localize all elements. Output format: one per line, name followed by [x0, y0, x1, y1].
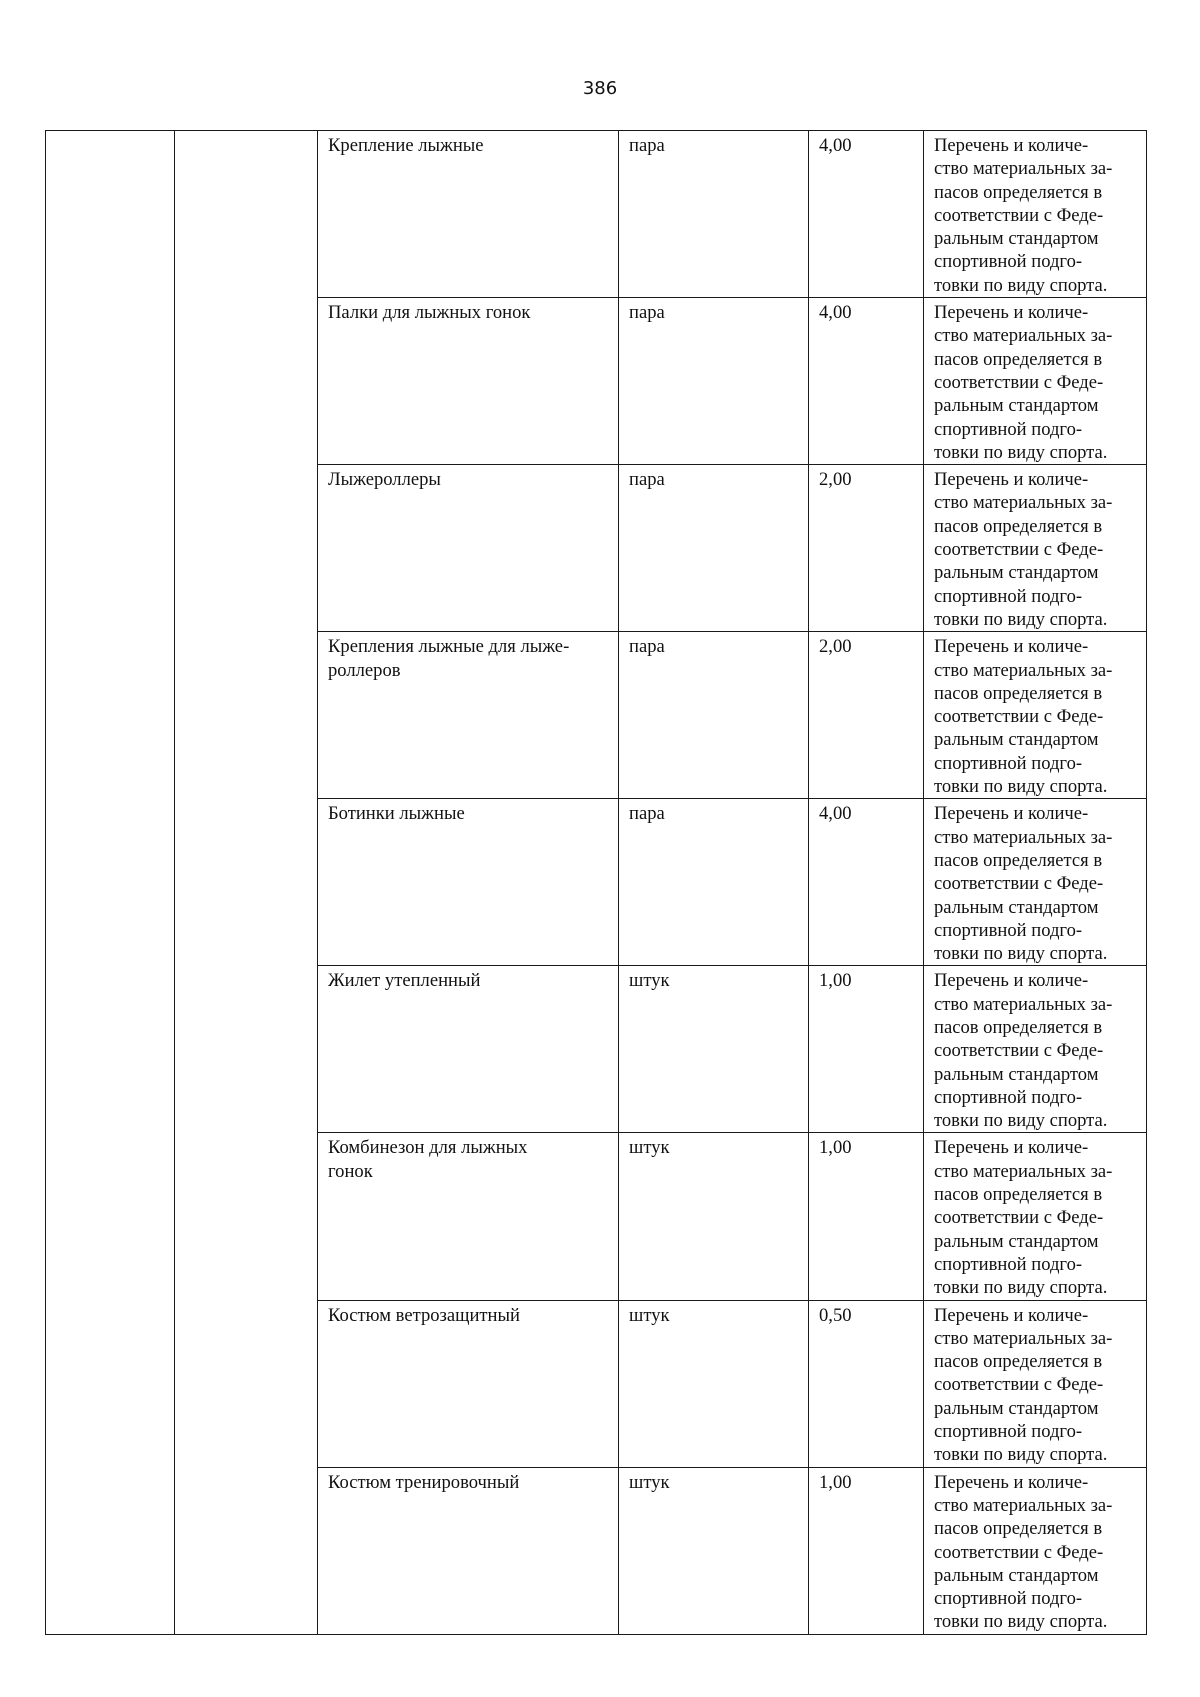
- note-line: ральным стандартом: [934, 1063, 1099, 1085]
- quantity-value: 1,00: [819, 970, 852, 992]
- item-name-cell: [318, 298, 619, 465]
- item-name: Лыжероллеры: [328, 469, 441, 491]
- note-line: пасов определяется в: [934, 515, 1103, 537]
- note-line: спортивной подго-: [934, 418, 1083, 440]
- note-line: пасов определяется в: [934, 181, 1103, 203]
- note-line: спортивной подго-: [934, 1421, 1083, 1443]
- merged-empty-cell-2: [175, 131, 318, 1635]
- note-line: товки по виду спорта.: [934, 1277, 1108, 1299]
- note-line: спортивной подго-: [934, 585, 1083, 607]
- merged-empty-cell-1: [46, 131, 175, 1635]
- note-line: ство материальных за-: [934, 993, 1113, 1015]
- note-line: ство материальных за-: [934, 158, 1113, 180]
- quantity-value: 2,00: [819, 636, 852, 658]
- note-cell: [924, 131, 1147, 298]
- unit-cell: [619, 1300, 809, 1467]
- note-line: ральным стандартом: [934, 1230, 1099, 1252]
- item-name-line: гонок: [328, 1160, 373, 1182]
- unit-value: штук: [629, 1137, 670, 1159]
- quantity-cell: [809, 298, 924, 465]
- item-name-cell: [318, 1467, 619, 1634]
- unit-value: пара: [629, 803, 665, 825]
- item-name-line: роллеров: [328, 659, 401, 681]
- note-line: ральным стандартом: [934, 1397, 1099, 1419]
- note-cell: [924, 1467, 1147, 1634]
- note-line: товки по виду спорта.: [934, 776, 1108, 798]
- item-name-cell: [318, 131, 619, 298]
- unit-value: штук: [629, 1304, 670, 1326]
- note-line: соответствии с Феде-: [934, 204, 1104, 226]
- unit-value: штук: [629, 970, 670, 992]
- note-line: спортивной подго-: [934, 752, 1083, 774]
- unit-cell: [619, 966, 809, 1133]
- note-line: Перечень и количе-: [934, 1304, 1089, 1326]
- note-cell: [924, 966, 1147, 1133]
- item-name-cell: [318, 1133, 619, 1300]
- note-cell: [924, 1300, 1147, 1467]
- note-line: ство материальных за-: [934, 1160, 1113, 1182]
- note-line: пасов определяется в: [934, 1351, 1103, 1373]
- item-name-line: Крепления лыжные для лыже-: [328, 636, 570, 658]
- note-line: ральным стандартом: [934, 562, 1099, 584]
- quantity-value: 0,50: [819, 1304, 852, 1326]
- note-cell: [924, 465, 1147, 632]
- note-line: ральным стандартом: [934, 729, 1099, 751]
- quantity-cell: [809, 1133, 924, 1300]
- quantity-value: 2,00: [819, 469, 852, 491]
- note-line: ство материальных за-: [934, 826, 1113, 848]
- quantity-value: 4,00: [819, 803, 852, 825]
- quantity-value: 1,00: [819, 1471, 852, 1493]
- note-cell: [924, 298, 1147, 465]
- quantity-cell: [809, 799, 924, 966]
- table-row: [46, 131, 1147, 298]
- quantity-cell: [809, 131, 924, 298]
- note-line: соответствии с Феде-: [934, 1207, 1104, 1229]
- note-line: спортивной подго-: [934, 919, 1083, 941]
- note-line: ральным стандартом: [934, 228, 1099, 250]
- unit-cell: [619, 1133, 809, 1300]
- item-name: Ботинки лыжные: [328, 803, 465, 825]
- quantity-cell: [809, 966, 924, 1133]
- item-name-line: Комбинезон для лыжных: [328, 1137, 528, 1159]
- note-cell: [924, 799, 1147, 966]
- note-line: Перечень и количе-: [934, 302, 1089, 324]
- note-line: товки по виду спорта.: [934, 441, 1108, 463]
- item-name-cell: [318, 799, 619, 966]
- quantity-value: 4,00: [819, 135, 852, 156]
- item-name: Крепление лыжные: [328, 135, 484, 156]
- inventory-table: [45, 130, 1147, 1635]
- note-line: пасов определяется в: [934, 1184, 1103, 1206]
- note-line: ральным стандартом: [934, 896, 1099, 918]
- item-name: Костюм тренировочный: [328, 1471, 520, 1493]
- quantity-cell: [809, 465, 924, 632]
- item-name: Палки для лыжных гонок: [328, 302, 531, 324]
- note-cell: [924, 1133, 1147, 1300]
- note-line: соответствии с Феде-: [934, 1541, 1104, 1563]
- unit-cell: [619, 1467, 809, 1634]
- note-line: пасов определяется в: [934, 682, 1103, 704]
- note-line: соответствии с Феде-: [934, 1374, 1104, 1396]
- note-cell: [924, 632, 1147, 799]
- note-line: соответствии с Феде-: [934, 1040, 1104, 1062]
- quantity-cell: [809, 632, 924, 799]
- note-line: ральным стандартом: [934, 395, 1099, 417]
- note-line: спортивной подго-: [934, 1253, 1083, 1275]
- note-line: пасов определяется в: [934, 1518, 1103, 1540]
- unit-value: пара: [629, 469, 665, 491]
- quantity-cell: [809, 1300, 924, 1467]
- note-line: ство материальных за-: [934, 492, 1113, 514]
- unit-cell: [619, 298, 809, 465]
- unit-value: пара: [629, 302, 665, 324]
- inventory-table-body: [46, 131, 1147, 1635]
- note-line: ство материальных за-: [934, 1494, 1113, 1516]
- note-line: пасов определяется в: [934, 1016, 1103, 1038]
- note-line: соответствии с Феде-: [934, 706, 1104, 728]
- note-line: пасов определяется в: [934, 849, 1103, 871]
- note-line: товки по виду спорта.: [934, 1110, 1108, 1132]
- page-number: 386: [582, 78, 618, 99]
- item-name: Жилет утепленный: [328, 970, 481, 992]
- note-line: пасов определяется в: [934, 348, 1103, 370]
- unit-value: пара: [629, 135, 665, 156]
- note-line: товки по виду спорта.: [934, 1611, 1108, 1633]
- note-line: спортивной подго-: [934, 251, 1083, 273]
- note-line: соответствии с Феде-: [934, 873, 1104, 895]
- unit-value: штук: [629, 1471, 670, 1493]
- note-line: Перечень и количе-: [934, 135, 1089, 156]
- unit-cell: [619, 632, 809, 799]
- note-line: ство материальных за-: [934, 659, 1113, 681]
- unit-value: пара: [629, 636, 665, 658]
- note-line: товки по виду спорта.: [934, 274, 1108, 296]
- note-line: Перечень и количе-: [934, 803, 1089, 825]
- note-line: Перечень и количе-: [934, 1471, 1089, 1493]
- unit-cell: [619, 799, 809, 966]
- item-name-cell: [318, 1300, 619, 1467]
- quantity-value: 4,00: [819, 302, 852, 324]
- note-line: ство материальных за-: [934, 325, 1113, 347]
- quantity-cell: [809, 1467, 924, 1634]
- note-line: соответствии с Феде-: [934, 371, 1104, 393]
- note-line: Перечень и количе-: [934, 1137, 1089, 1159]
- note-line: Перечень и количе-: [934, 636, 1089, 658]
- note-line: соответствии с Феде-: [934, 539, 1104, 561]
- note-line: спортивной подго-: [934, 1588, 1083, 1610]
- quantity-value: 1,00: [819, 1137, 852, 1159]
- item-name: Костюм ветрозащитный: [328, 1304, 520, 1326]
- note-line: товки по виду спорта.: [934, 943, 1108, 965]
- note-line: товки по виду спорта.: [934, 1444, 1108, 1466]
- note-line: Перечень и количе-: [934, 469, 1089, 491]
- note-line: Перечень и количе-: [934, 970, 1089, 992]
- note-line: ральным стандартом: [934, 1564, 1099, 1586]
- unit-cell: [619, 465, 809, 632]
- note-line: товки по виду спорта.: [934, 608, 1108, 630]
- note-line: ство материальных за-: [934, 1327, 1113, 1349]
- note-line: спортивной подго-: [934, 1086, 1083, 1108]
- item-name-cell: [318, 966, 619, 1133]
- item-name-cell: [318, 632, 619, 799]
- unit-cell: [619, 131, 809, 298]
- item-name-cell: [318, 465, 619, 632]
